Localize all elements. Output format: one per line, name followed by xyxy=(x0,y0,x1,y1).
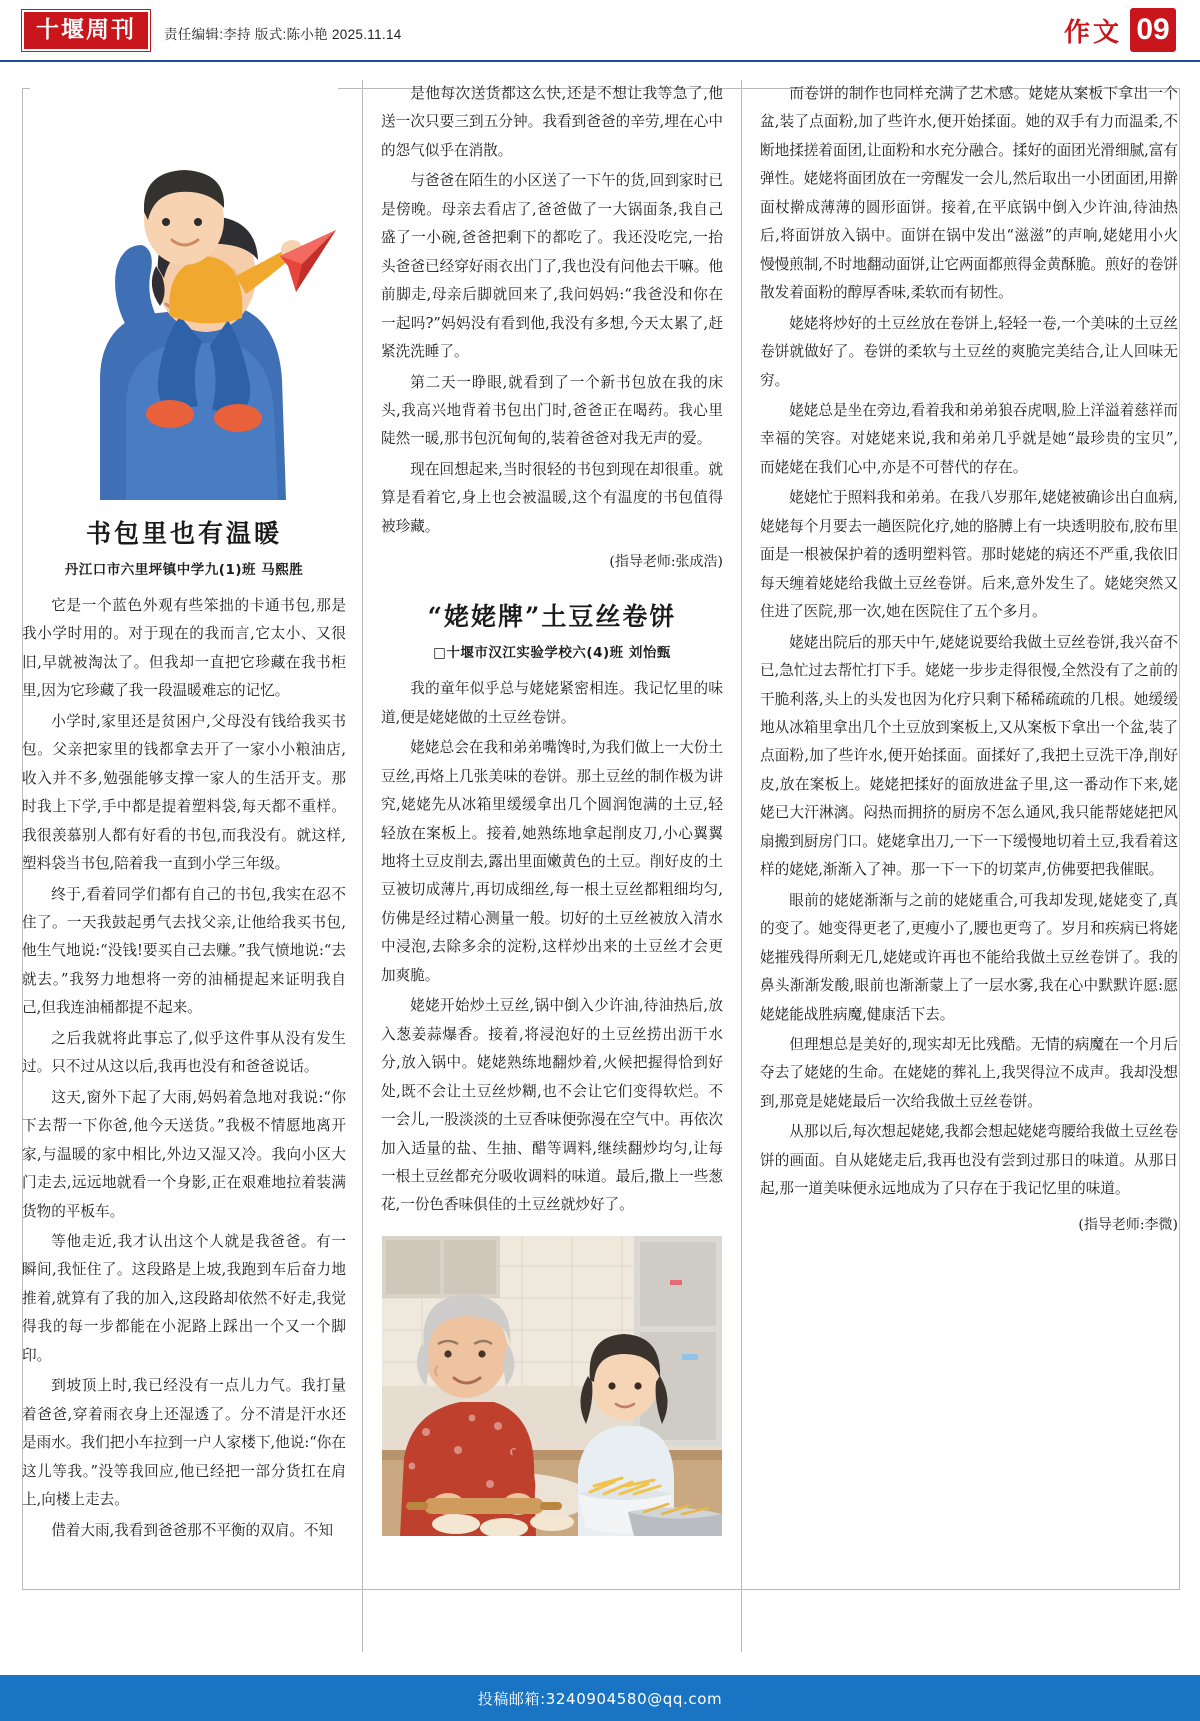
column-2 xyxy=(362,80,742,1652)
footer-bar xyxy=(0,1675,1200,1721)
article-1-paragraph: 之后我就将此事忘了,似乎这件事从没有发生过。只不过从这以后,我再也没有和爸爸说话。 xyxy=(22,1029,346,1076)
article-2-paragraph: 姥姥总会在我和弟弟嘴馋时,为我们做上一大份土豆丝,再烙上几张美味的卷饼。那土豆丝的制作极为讲究,姥姥先从冰箱里缓缓拿出几个圆润饱满的土豆,轻轻放在案板上。接着,她熟练地拿起削皮刀,小心翼翼地将土豆皮削去,露出里面嫩黄色的土豆。削好皮的土豆被切成薄片,再切成细丝,每一根土豆丝都粗细均匀,仿佛是经过精心测量一般。切好的土豆丝被放入清水中浸泡,去除多余的淀粉,这样炒出来的土豆丝才会更加爽脆。 xyxy=(381,739,723,984)
article-2-paragraph: 我的童年似乎总与姥姥紧密相连。我记忆里的味道,便是姥姥做的土豆丝卷饼。 xyxy=(381,680,723,726)
masthead-meta: 责任编辑:李持 版式:陈小艳 2025.11.14 xyxy=(164,27,402,42)
masthead-right xyxy=(1064,8,1182,52)
article-1-paragraph: 与爸爸在陌生的小区送了一下午的货,回到家时已是傍晚。母亲去看店了,爸爸做了一大锅面条,我自己盛了一小碗,爸爸把剩下的都吃了。我还没吃完,一抬头爸爸已经穿好雨衣出门了,我也没有问他去干嘛。他前脚走,母亲后脚就回来了,我问妈妈:“我爸没和你在一起吗?”妈妈没有看到他,我没有多想,今天太累了,赶紧洗洗睡了。 xyxy=(381,172,723,361)
page-content xyxy=(0,62,1200,1652)
article-1-paragraph: 这天,窗外下起了大雨,妈妈着急地对我说:“你下去帮一下你爸,他今天送货。”我极不情愿地离开家,与温暖的家中相比,外边又湿又冷。我向小区大门走去,远远地就看一个身影,正在艰难地拉着装满货物的平板车。 xyxy=(22,1088,346,1220)
article-1-paragraph: 是他每次送货都这么快,还是不想让我等急了,他送一次只要三到五分钟。我看到爸爸的辛劳,埋在心中的怨气似乎在消散。 xyxy=(381,85,723,159)
section-label: 作文 xyxy=(1063,17,1122,48)
article-2-paragraph: 姥姥总是坐在旁边,看着我和弟弟狼吞虎咽,脸上洋溢着慈祥而幸福的笑容。对姥姥来说,我和弟弟几乎就是她“最珍贵的宝贝”,而姥姥在我们心中,亦是不可替代的存在。 xyxy=(760,401,1178,476)
article-1-paragraph: 终于,看着同学们都有自己的书包,我实在忍不住了。一天我鼓起勇气去找父亲,让他给我买书包,他生气地说:“没钱!要买自己去赚。”我气愤地说:“去就去。”我努力地想将一旁的油桶提起来证明我自己,但我连油桶都提不起来。 xyxy=(22,885,346,1017)
article-2-byline: □十堰市汉江实验学校六(4)班 刘怡甄 xyxy=(433,645,671,662)
article-1-paragraph: 借着大雨,我看到爸爸那不平衡的双肩。不知 xyxy=(51,1521,334,1539)
article-1-byline: 丹江口市六里坪镇中学九(1)班 马熙胜 xyxy=(64,562,304,578)
article-2-paragraph: 姥姥将炒好的土豆丝放在卷饼上,轻轻一卷,一个美味的土豆丝卷饼就做好了。卷饼的柔软与土豆丝的爽脆完美结合,让人回味无穷。 xyxy=(760,314,1178,389)
article-1-paragraph: 等他走近,我才认出这个人就是我爸爸。有一瞬间,我怔住了。这段路是上坡,我跑到车后奋力地推着,就算有了我的加入,这段路却依然不好走,我觉得我的每一步都能在小泥路上踩出一个又一个脚印。 xyxy=(22,1232,346,1364)
article-1-paragraph: 小学时,家里还是贫困户,父母没有钱给我买书包。父亲把家里的钱都拿去开了一家小小粮油店,收入并不多,勉强能够支撑一家人的生活开支。那时我上下学,手中都是提着塑料袋,每天都不重样。我很羡慕别人都有好看的书包,而我没有。就这样,塑料袋当书包,陪着我一直到小学三年级。 xyxy=(22,712,346,873)
article-2-title: “姥姥牌”土豆丝卷饼 xyxy=(427,602,677,632)
article-2-paragraph: 从那以后,每次想起姥姥,我都会想起姥姥弯腰给我做土豆丝卷饼的画面。自从姥姥走后,我再也没有尝到过那日的味道。从那日起,那一道美味便永远地成为了只存在于我记忆里的味道。 xyxy=(760,1123,1178,1198)
article-1-paragraph: 现在回想起来,当时很轻的书包到现在却很重。就算是看着它,身上也会被温暖,这个有温度的书包值得被珍藏。 xyxy=(381,460,723,535)
article-1-paragraph: 到坡顶上时,我已经没有一点儿力气。我打量着爸爸,穿着雨衣身上还湿透了。分不清是汗水还是雨水。我们把小车拉到一户人家楼下,他说:“你在这儿等我。”没等我回应,他已经把一部分货扛在肩上,向楼上走去。 xyxy=(22,1377,346,1509)
illustration-father-and-child xyxy=(30,80,338,500)
article-1-teacher-credit: (指导老师:张成浩) xyxy=(609,554,723,571)
article-2-paragraph: 姥姥出院后的那天中午,姥姥说要给我做土豆丝卷饼,我兴奋不已,急忙过去帮忙打下手。姥姥一步步走得很慢,全然没有了之前的干脆利落,头上的头发也因为化疗只剩下稀稀疏疏的几根。她缓缓地从冰箱里拿出几个土豆放到案板上,又从案板下拿出一个盆,装了点面粉,加了些许水,便开始揉面。面揉好了,我把土豆洗干净,削好皮,放在案板上。姥姥把揉好的面放进盆子里,这一番动作下来,姥姥已大汗淋漓。闷热而拥挤的厨房不怎么通风,我只能帮姥姥把风扇搬到厨房门口。姥姥拿出刀,一下一下缓慢地切着土豆,我看着这样的姥姥,渐渐入了神。那一下一下的切菜声,仿佛要把我催眠。 xyxy=(760,633,1178,879)
article-2-paragraph: 而卷饼的制作也同样充满了艺术感。姥姥从案板下拿出一个盆,装了点面粉,加了些许水,便开始揉面。她的双手有力而温柔,不断地揉搓着面团,让面粉和水充分融合。揉好的面团光滑细腻,富有弹性。姥姥将面团放在一旁醒发一会儿,然后取出一小团面团,用擀面杖擀成薄薄的圆形面饼。接着,在平底锅中倒入少许油,待油热后,将面饼放入锅中。面饼在锅中发出“滋滋”的声响,姥姥用小火慢慢煎制,不时地翻动面饼,让它两面都煎得金黄酥脆。煎好的卷饼散发着面粉的醇厚香味,柔软而有韧性。 xyxy=(760,85,1178,302)
page-number: 09 xyxy=(1130,8,1176,52)
photo-grandmother-and-girl-cooking xyxy=(382,1236,722,1536)
submission-email: 投稿邮箱:3240904580@qq.com xyxy=(477,1689,723,1708)
column-3 xyxy=(742,80,1178,1652)
masthead xyxy=(0,0,1200,62)
article-2-paragraph: 姥姥忙于照料我和弟弟。在我八岁那年,姥姥被确诊出白血病,姥姥每个月要去一趟医院化疗,她的胳膊上有一块透明胶布,胶布里面是一根被保护着的透明塑料管。那时姥姥的病还不严重,我依旧每天缠着姥姥给我做土豆丝卷饼。后来,意外发生了。姥姥突然又住进了医院,那一次,她在医院住了五个多月。 xyxy=(760,489,1178,621)
article-2-paragraph: 但理想总是美好的,现实却无比残酷。无情的病魔在一个月后夺去了姥姥的生命。在姥姥的葬礼上,我哭得泣不成声。我却没想到,那竟是姥姥最后一次给我做土豆丝卷饼。 xyxy=(760,1035,1178,1110)
column-1 xyxy=(22,80,362,1652)
article-1-title: 书包里也有温暖 xyxy=(85,519,282,548)
publication-logo: 十堰周刊 xyxy=(22,10,150,51)
article-2-paragraph: 眼前的姥姥渐渐与之前的姥姥重合,可我却发现,姥姥变了,真的变了。她变得更老了,更瘦小了,腰也更弯了。岁月和疾病已将姥姥摧残得所剩无几,姥姥或许再也不能给我做土豆丝卷饼了。我的鼻头渐渐发酸,眼前也渐渐蒙上了一层水雾,我在心中默默许愿:愿姥姥能战胜病魔,健康活下去。 xyxy=(760,891,1178,1023)
article-1-paragraph: 第二天一睁眼,就看到了一个新书包放在我的床头,我高兴地背着书包出门时,爸爸正在喝药。我心里陡然一暖,那书包沉甸甸的,装着爸爸对我无声的爱。 xyxy=(381,373,723,448)
article-2-paragraph: 姥姥开始炒土豆丝,锅中倒入少许油,待油热后,放入葱姜蒜爆香。接着,将浸泡好的土豆丝捞出沥干水分,放入锅中。姥姥熟练地翻炒着,火候把握得恰到好处,既不会让土豆丝炒糊,也不会让它们变得软烂。不一会儿,一股淡淡的土豆香味便弥漫在空气中。再依次加入适量的盐、生抽、醋等调料,继续翻炒均匀,让每一根土豆丝都充分吸收调料的味道。最后,撒上一些葱花,一份色香味俱佳的土豆丝就炒好了。 xyxy=(381,997,723,1214)
article-1-paragraph: 它是一个蓝色外观有些笨拙的卡通书包,那是我小学时用的。对于现在的我而言,它太小、又很旧,早就被淘汰了。但我却一直把它珍藏在我书柜里,因为它珍藏了我一段温暖难忘的记忆。 xyxy=(22,597,346,700)
article-2-teacher-credit: (指导老师:李微) xyxy=(1078,1216,1178,1233)
